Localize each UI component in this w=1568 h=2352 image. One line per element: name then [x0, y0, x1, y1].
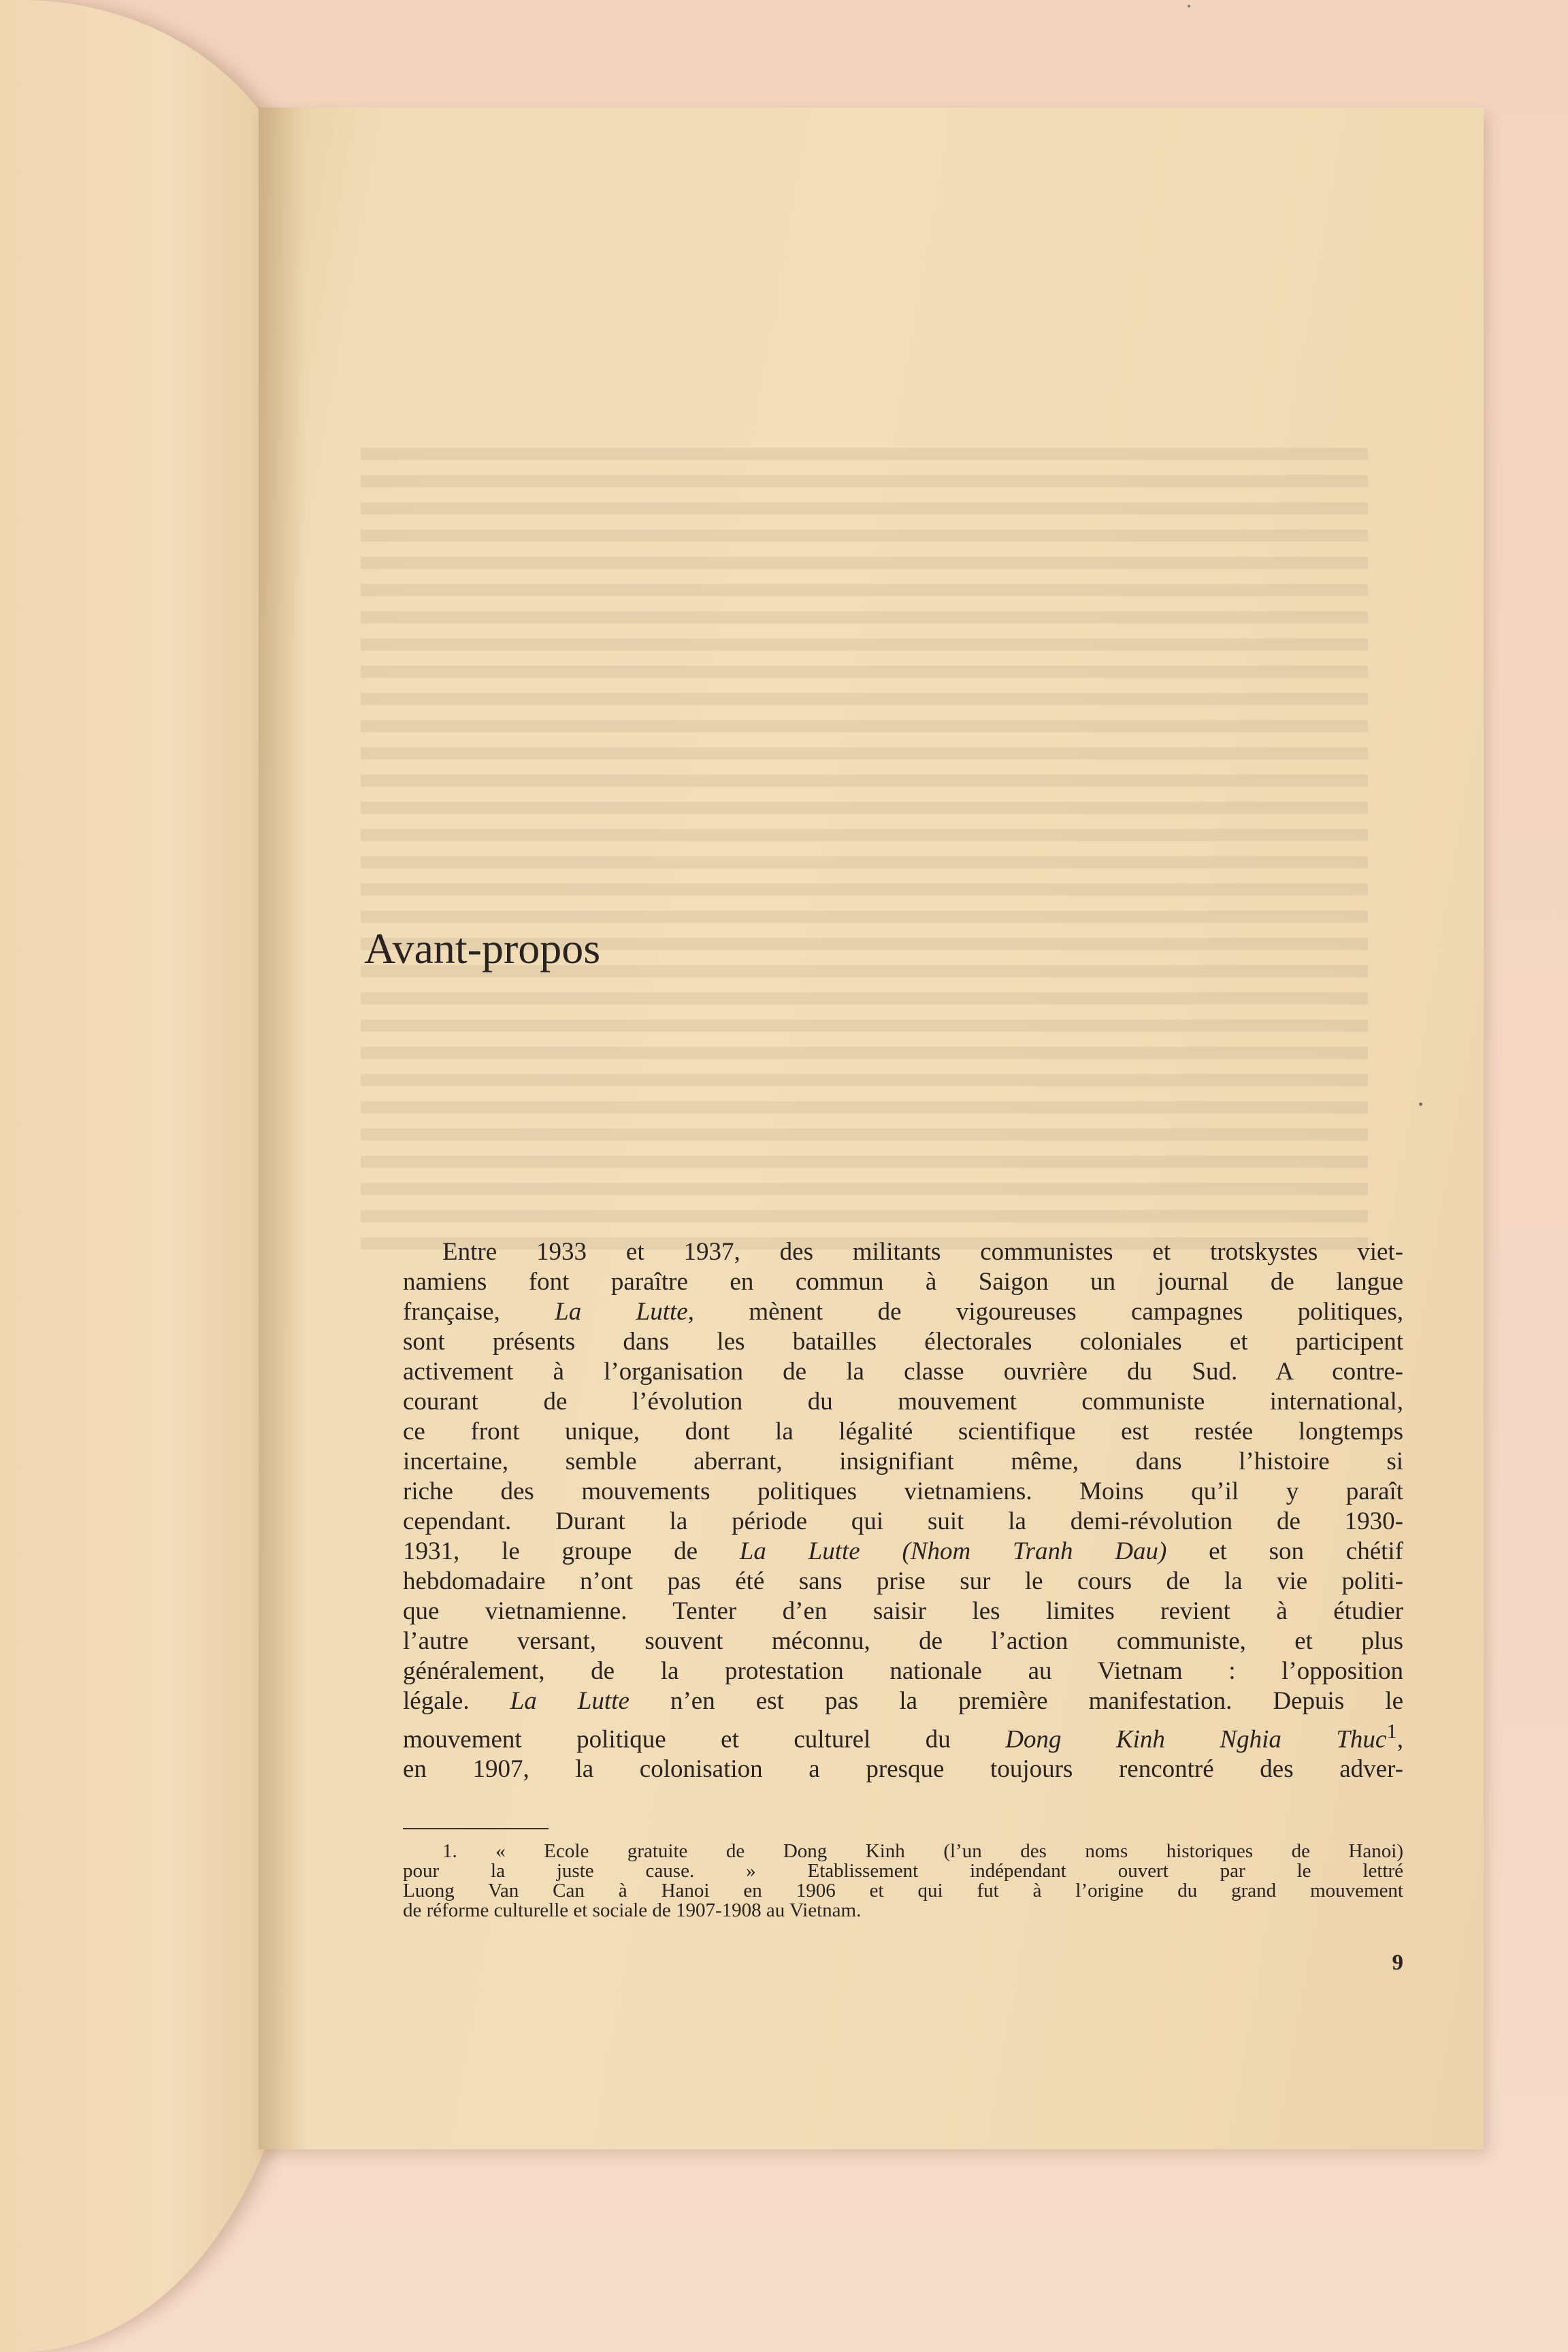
text-line: namiens font paraître en commun à Saigon un journal de langue: [403, 1268, 1403, 1296]
footnote-line: Luong Van Can à Hanoi en 1906 et qui fut à l’origine du grand mouvement: [403, 1880, 1403, 1901]
text-line: [403, 1297, 1403, 1327]
footnote: [403, 1842, 1403, 1921]
text-segment: mouvement politique et culturel du: [403, 1725, 1006, 1754]
chapter-title: Avant-propos: [364, 924, 601, 973]
text-line: Entre 1933 et 1937, des militants communistes et trotskystes viet-: [442, 1238, 1403, 1266]
footnote-divider: [403, 1828, 549, 1829]
page-number: 9: [1392, 1950, 1403, 1975]
text-line: ce front unique, dont la légalité scientifique est restée longtemps: [403, 1418, 1403, 1446]
text-line: que vietnamienne. Tenter d’en saisir les limites revient à étudier: [403, 1597, 1403, 1625]
journal-title-italic: La Lutte (Nhom Tranh Dau): [739, 1537, 1167, 1565]
footnote-line: 1. « Ecole gratuite de Dong Kinh (l’un des noms historiques de Hanoi): [442, 1840, 1403, 1862]
text-segment: ,: [1396, 1725, 1403, 1754]
text-line: [403, 1537, 1403, 1567]
movement-name-italic: Dong Kinh Nghia Thuc: [1005, 1725, 1387, 1754]
text-segment: n’en est pas la première manifestation. Depuis le: [629, 1687, 1403, 1715]
text-line: [403, 1686, 1403, 1716]
text-line: en 1907, la colonisation a presque toujours rencontré des adver-: [403, 1755, 1403, 1784]
text-line: courant de l’évolution du mouvement communiste international,: [403, 1388, 1403, 1416]
text-line: cependant. Durant la période qui suit la demi-révolution de 1930-: [403, 1507, 1403, 1535]
footnote-line: pour la juste cause. » Etablissement indépendant ouvert par le lettré: [403, 1860, 1403, 1882]
journal-title-italic: La Lutte,: [555, 1298, 694, 1326]
text-line: généralement, de la protestation nationale au Vietnam : l’opposition: [403, 1657, 1403, 1685]
footnote-line: de réforme culturelle et sociale de 1907-1908 au Vietnam.: [403, 1899, 862, 1921]
text-segment: 1931, le groupe de: [403, 1537, 740, 1565]
footnote-reference: 1: [1386, 1720, 1397, 1743]
text-line: [403, 1716, 1403, 1754]
text-line: l’autre versant, souvent méconnu, de l’action communiste, et plus: [403, 1627, 1403, 1655]
show-through-text: [361, 448, 1368, 1264]
journal-title-italic: La Lutte: [510, 1687, 630, 1715]
text-line: sont présents dans les batailles électorales coloniales et participent: [403, 1328, 1403, 1356]
paper-speck: [1419, 1102, 1422, 1106]
book-page: [259, 108, 1484, 2149]
text-line: activement à l’organisation de la classe ouvrière du Sud. A contre-: [403, 1358, 1403, 1386]
text-segment: légale.: [403, 1687, 510, 1715]
text-line: hebdomadaire n’ont pas été sans prise sur le cours de la vie politi-: [403, 1567, 1403, 1595]
paper-speck: [1188, 5, 1190, 7]
text-segment: mènent de vigoureuses campagnes politiques,: [693, 1298, 1403, 1326]
text-line: riche des mouvements politiques vietnamiens. Moins qu’il y paraît: [403, 1477, 1403, 1505]
text-line: incertaine, semble aberrant, insignifiant même, dans l’histoire si: [403, 1448, 1403, 1475]
text-segment: et son chétif: [1166, 1537, 1403, 1565]
text-segment: française,: [403, 1298, 555, 1326]
body-paragraph: [403, 1237, 1403, 1784]
